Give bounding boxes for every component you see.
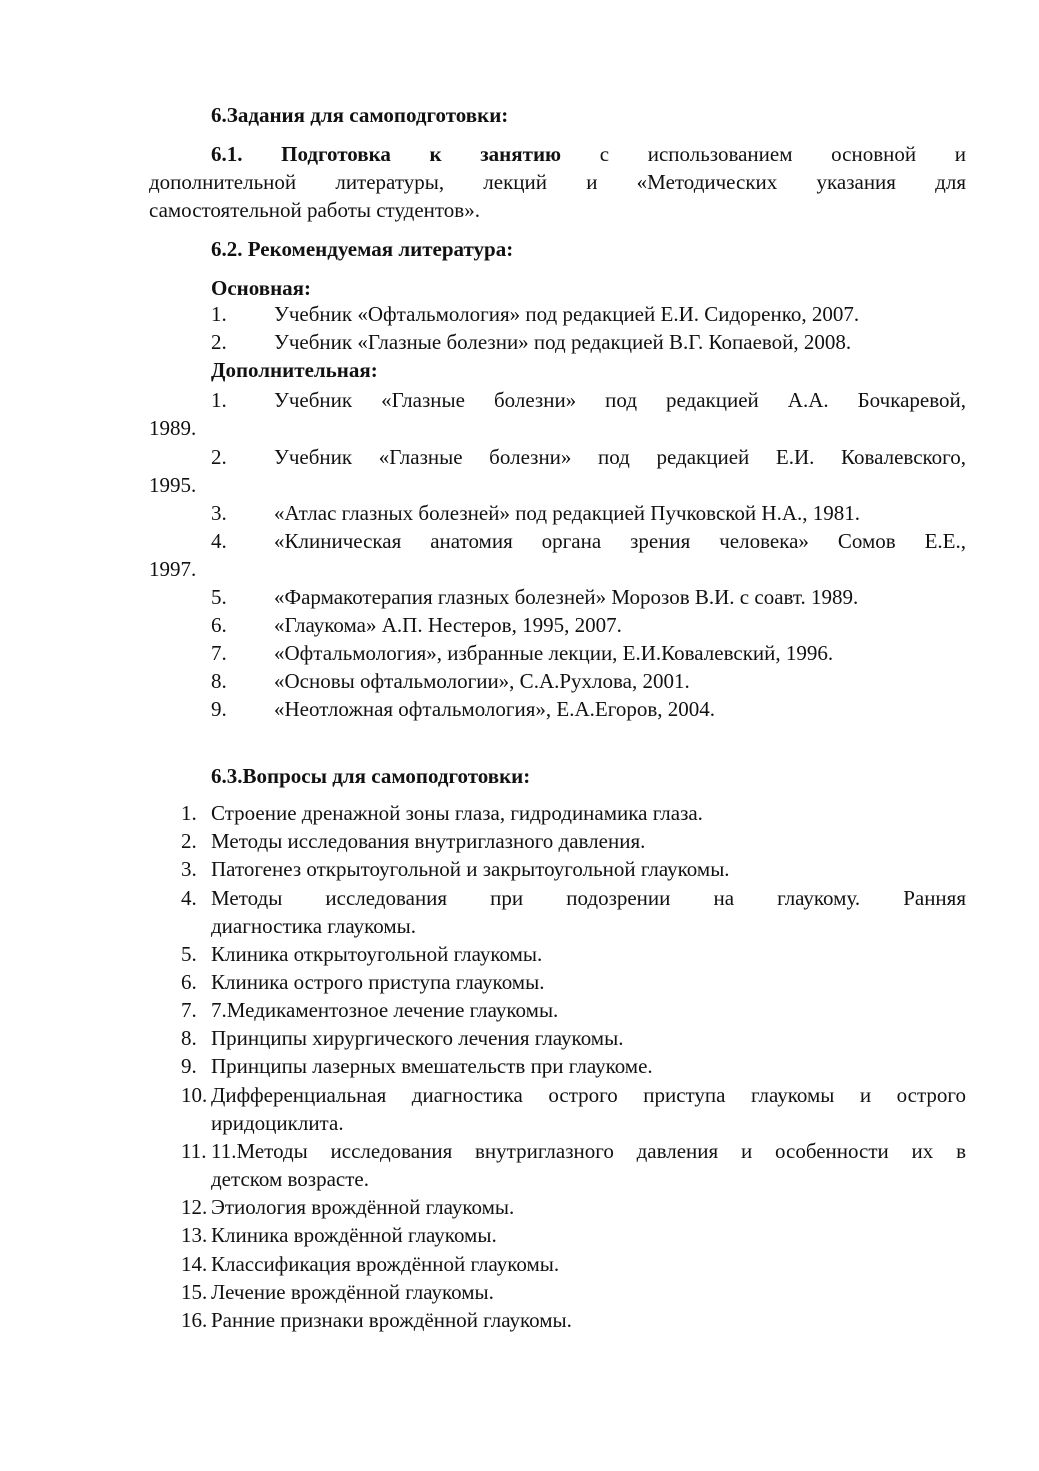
main-literature-item bbox=[0, 300, 1039, 328]
question-text: Дифференциальная диагностика острого приступа глаукомы и острого bbox=[211, 1083, 966, 1107]
item-text: «Атлас глазных болезней» под редакцией Пучковской Н.А., 1981. bbox=[274, 501, 860, 525]
item-text: Учебник «Глазные болезни» под редакцией В.Г. Копаевой, 2008. bbox=[274, 330, 852, 354]
question-number: 4. bbox=[181, 886, 197, 910]
question-text: Строение дренажной зоны глаза, гидродинамика глаза. bbox=[211, 801, 703, 825]
section-title: 6.Задания для самоподготовки: bbox=[211, 103, 509, 127]
extra-literature-heading: Дополнительная: bbox=[211, 358, 378, 382]
extra-literature-item bbox=[0, 499, 1039, 527]
question-number: 6. bbox=[181, 970, 197, 994]
question-text: Ранние признаки врождённой глаукомы. bbox=[211, 1308, 572, 1332]
question-number: 13. bbox=[181, 1223, 208, 1247]
item-number: 1. bbox=[211, 388, 227, 412]
literature-heading: 6.2. Рекомендуемая литература: bbox=[211, 237, 514, 261]
extra-literature-item bbox=[0, 611, 1039, 639]
item-text: «Глаукома» А.П. Нестеров, 1995, 2007. bbox=[274, 613, 622, 637]
question-number: 8. bbox=[181, 1026, 197, 1050]
item-number: 3. bbox=[211, 501, 227, 525]
extra-literature-item bbox=[0, 386, 1039, 414]
question-number: 15. bbox=[181, 1280, 208, 1304]
item-continuation: 1989. bbox=[149, 416, 197, 440]
question-text: 7.Медикаментозное лечение глаукомы. bbox=[211, 998, 559, 1022]
question-text: Клиника острого приступа глаукомы. bbox=[211, 970, 545, 994]
item-number: 9. bbox=[211, 697, 227, 721]
extra-literature-item bbox=[0, 639, 1039, 667]
question-text: Принципы хирургического лечения глаукомы. bbox=[211, 1026, 624, 1050]
paragraph-6-1-rest: с использованием основной и bbox=[599, 142, 966, 166]
question-text: иридоциклита. bbox=[211, 1111, 344, 1135]
item-text: Учебник «Офтальмология» под редакцией Е.И. Сидоренко, 2007. bbox=[274, 302, 860, 326]
extra-literature-item bbox=[0, 667, 1039, 695]
question-number: 3. bbox=[181, 857, 197, 881]
question-number: 11. bbox=[181, 1139, 207, 1163]
question-text: Этиология врождённой глаукомы. bbox=[211, 1195, 515, 1219]
item-number: 8. bbox=[211, 669, 227, 693]
item-number: 4. bbox=[211, 529, 227, 553]
question-text: Патогенез открытоугольной и закрытоугольной глаукомы. bbox=[211, 857, 730, 881]
paragraph-6-1-bold: 6.1. Подготовка к занятию bbox=[211, 142, 562, 166]
item-text: «Офтальмология», избранные лекции, Е.И.Ковалевский, 1996. bbox=[274, 641, 834, 665]
extra-literature-item bbox=[0, 443, 1039, 471]
item-continuation: 1995. bbox=[149, 473, 197, 497]
question-number: 14. bbox=[181, 1252, 208, 1276]
item-number: 2. bbox=[211, 330, 227, 354]
item-number: 6. bbox=[211, 613, 227, 637]
question-number: 2. bbox=[181, 829, 197, 853]
paragraph-6-1-line1 bbox=[211, 140, 966, 168]
item-number: 7. bbox=[211, 641, 227, 665]
question-number: 16. bbox=[181, 1308, 208, 1332]
item-number: 2. bbox=[211, 445, 227, 469]
question-text: Классификация врождённой глаукомы. bbox=[211, 1252, 560, 1276]
question-number: 12. bbox=[181, 1195, 208, 1219]
question-text: 11.Методы исследования внутриглазного давления и особенности их в bbox=[211, 1139, 966, 1163]
item-number: 1. bbox=[211, 302, 227, 326]
question-number: 7. bbox=[181, 998, 197, 1022]
extra-literature-item bbox=[0, 527, 1039, 555]
question-number: 1. bbox=[181, 801, 197, 825]
question-number: 9. bbox=[181, 1054, 197, 1078]
extra-literature-item bbox=[0, 583, 1039, 611]
question-text: Лечение врождённой глаукомы. bbox=[211, 1280, 494, 1304]
extra-literature-item bbox=[0, 695, 1039, 723]
question-text: Принципы лазерных вмешательств при глаукоме. bbox=[211, 1054, 653, 1078]
question-text: Клиника открытоугольной глаукомы. bbox=[211, 942, 543, 966]
item-text: «Фармакотерапия глазных болезней» Морозов В.И. с соавт. 1989. bbox=[274, 585, 859, 609]
item-text: «Клиническая анатомия органа зрения человека» Сомов Е.Е., bbox=[274, 529, 966, 553]
question-number: 10. bbox=[181, 1083, 208, 1107]
item-text: «Неотложная офтальмология», Е.А.Егоров, 2004. bbox=[274, 697, 715, 721]
questions-heading: 6.3.Вопросы для самоподготовки: bbox=[211, 764, 531, 788]
paragraph-6-1-line3: самостоятельной работы студентов». bbox=[149, 198, 480, 222]
item-text: «Основы офтальмологии», С.А.Рухлова, 2001. bbox=[274, 669, 690, 693]
item-continuation: 1997. bbox=[149, 557, 197, 581]
question-text: диагностика глаукомы. bbox=[211, 914, 416, 938]
item-text: Учебник «Глазные болезни» под редакцией А.А. Бочкаревой, bbox=[274, 388, 966, 412]
question-text: Методы исследования внутриглазного давления. bbox=[211, 829, 646, 853]
question-text: детском возрасте. bbox=[211, 1167, 369, 1191]
item-number: 5. bbox=[211, 585, 227, 609]
question-text: Методы исследования при подозрении на глаукому. Ранняя bbox=[211, 886, 966, 910]
question-text: Клиника врождённой глаукомы. bbox=[211, 1223, 497, 1247]
question-number: 5. bbox=[181, 942, 197, 966]
paragraph-6-1-line2: дополнительной литературы, лекций и «Методических указания для bbox=[149, 170, 966, 194]
main-literature-heading: Основная: bbox=[211, 276, 312, 300]
item-text: Учебник «Глазные болезни» под редакцией Е.И. Ковалевского, bbox=[274, 445, 966, 469]
main-literature-item bbox=[0, 328, 1039, 356]
